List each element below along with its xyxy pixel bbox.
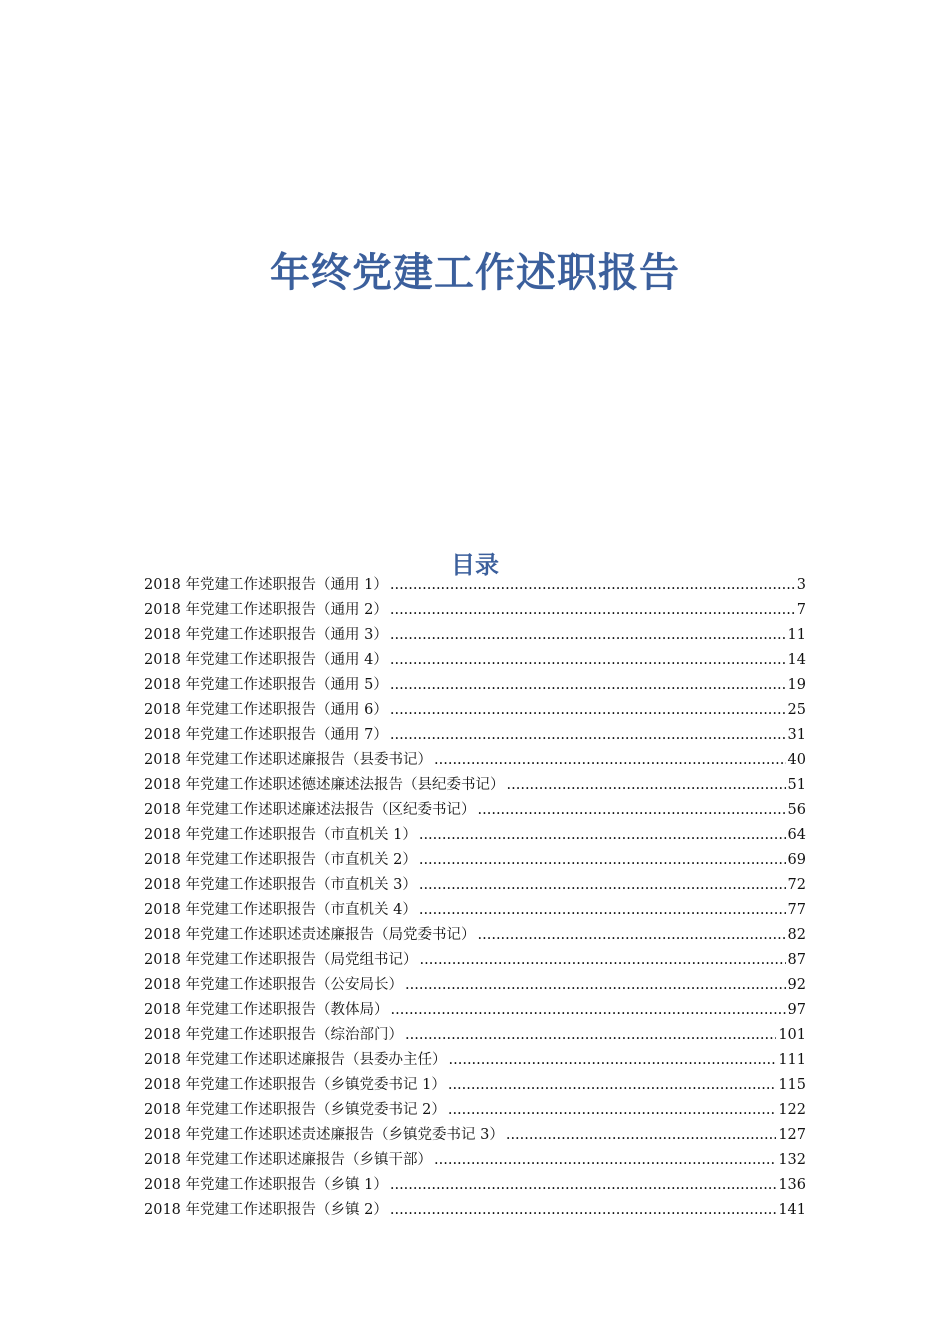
toc-entry[interactable] [144,973,806,998]
toc-entry-page: 40 [787,752,806,768]
toc-entry-title: 2018 年党建工作述职述责述廉报告（乡镇党委书记 3） [144,1127,504,1143]
toc-entry[interactable] [144,798,806,823]
toc-entry-page: 69 [787,852,806,868]
toc-dot-leader [390,723,786,748]
toc-entry[interactable] [144,1173,806,1198]
toc-dot-leader [478,798,786,823]
toc-entry[interactable] [144,1148,806,1173]
toc-entry-title: 2018 年党建工作述职报告（乡镇党委书记 1） [144,1077,446,1093]
toc-entry[interactable] [144,723,806,748]
toc-dot-leader [434,748,786,773]
toc-dot-leader [449,1048,777,1073]
toc-entry-page: 97 [787,1002,806,1018]
toc-entry-page: 82 [787,927,806,943]
toc-entry[interactable] [144,698,806,723]
toc-entry[interactable] [144,673,806,698]
toc-entry[interactable] [144,1198,806,1223]
toc-dot-leader [390,1173,776,1198]
toc-dot-leader [448,1098,776,1123]
toc-entry-title: 2018 年党建工作述职报告（通用 3） [144,627,388,643]
toc-dot-leader [478,923,786,948]
table-of-contents [144,573,806,1223]
toc-entry-page: 115 [778,1077,806,1093]
toc-entry-title: 2018 年党建工作述职述责述廉报告（局党委书记） [144,927,476,943]
document-title: 年终党建工作述职报告 [270,248,680,296]
toc-dot-leader [419,873,786,898]
toc-entry[interactable] [144,1048,806,1073]
toc-entry[interactable] [144,823,806,848]
toc-dot-leader [390,1198,776,1223]
toc-entry-page: 77 [787,902,806,918]
toc-entry-page: 51 [787,777,806,793]
toc-dot-leader [390,648,786,673]
toc-entry-title: 2018 年党建工作述职报告（市直机关 4） [144,902,417,918]
toc-entry-page: 72 [787,877,806,893]
toc-dot-leader [405,973,786,998]
toc-entry[interactable] [144,573,806,598]
toc-entry[interactable] [144,1123,806,1148]
toc-entry-page: 141 [778,1202,806,1218]
toc-entry[interactable] [144,848,806,873]
toc-dot-leader [434,1148,776,1173]
toc-dot-leader [391,998,786,1023]
toc-entry-page: 14 [787,652,806,668]
toc-entry-page: 31 [787,727,806,743]
toc-entry-title: 2018 年党建工作述职报告（乡镇 1） [144,1177,388,1193]
toc-entry-title: 2018 年党建工作述职报告（通用 2） [144,602,388,618]
toc-entry-title: 2018 年党建工作述职报告（公安局长） [144,977,404,993]
toc-entry-title: 2018 年党建工作述职述廉报告（县委书记） [144,752,433,768]
toc-entry-page: 101 [778,1027,806,1043]
toc-dot-leader [390,598,795,623]
toc-entry-page: 7 [796,602,806,618]
toc-entry-page: 127 [778,1127,806,1143]
toc-entry[interactable] [144,1023,806,1048]
toc-entry-title: 2018 年党建工作述职报告（通用 4） [144,652,388,668]
toc-entry-title: 2018 年党建工作述职述廉报告（县委办主任） [144,1052,447,1068]
toc-heading: 目录 [451,549,499,579]
toc-dot-leader [448,1073,776,1098]
toc-entry-page: 19 [787,677,806,693]
toc-entry-title: 2018 年党建工作述职报告（市直机关 3） [144,877,417,893]
toc-entry-title: 2018 年党建工作述职述德述廉述法报告（县纪委书记） [144,777,505,793]
toc-dot-leader [419,848,786,873]
toc-entry-page: 64 [787,827,806,843]
toc-entry-title: 2018 年党建工作述职报告（教体局） [144,1002,389,1018]
toc-entry[interactable] [144,1098,806,1123]
toc-dot-leader [405,1023,776,1048]
toc-entry-page: 111 [778,1052,806,1068]
toc-entry[interactable] [144,898,806,923]
toc-entry-title: 2018 年党建工作述职报告（乡镇党委书记 2） [144,1102,446,1118]
toc-entry[interactable] [144,748,806,773]
toc-dot-leader [506,1123,776,1148]
toc-entry[interactable] [144,948,806,973]
toc-entry-title: 2018 年党建工作述职述廉报告（乡镇干部） [144,1152,433,1168]
toc-entry-page: 132 [778,1152,806,1168]
toc-entry-title: 2018 年党建工作述职报告（综治部门） [144,1027,404,1043]
toc-dot-leader [419,898,786,923]
toc-entry-page: 87 [787,952,806,968]
toc-entry-title: 2018 年党建工作述职报告（市直机关 1） [144,827,417,843]
toc-entry-title: 2018 年党建工作述职述廉述法报告（区纪委书记） [144,802,476,818]
toc-entry-page: 136 [778,1177,806,1193]
toc-entry[interactable] [144,923,806,948]
toc-entry-title: 2018 年党建工作述职报告（通用 6） [144,702,388,718]
toc-entry-title: 2018 年党建工作述职报告（局党组书记） [144,952,418,968]
toc-entry-page: 25 [787,702,806,718]
toc-dot-leader [507,773,786,798]
toc-entry[interactable] [144,1073,806,1098]
toc-entry-title: 2018 年党建工作述职报告（通用 5） [144,677,388,693]
toc-entry[interactable] [144,623,806,648]
toc-entry-page: 122 [778,1102,806,1118]
toc-entry-title: 2018 年党建工作述职报告（通用 1） [144,577,388,593]
toc-entry-page: 92 [787,977,806,993]
toc-dot-leader [390,573,795,598]
toc-dot-leader [390,623,786,648]
toc-entry-page: 3 [796,577,806,593]
toc-entry-title: 2018 年党建工作述职报告（通用 7） [144,727,388,743]
toc-entry[interactable] [144,648,806,673]
toc-entry-title: 2018 年党建工作述职报告（乡镇 2） [144,1202,388,1218]
toc-entry[interactable] [144,873,806,898]
toc-entry-page: 11 [787,627,806,643]
toc-dot-leader [420,948,786,973]
toc-entry[interactable] [144,998,806,1023]
toc-entry[interactable] [144,773,806,798]
toc-entry-page: 56 [787,802,806,818]
toc-dot-leader [419,823,786,848]
toc-dot-leader [390,698,786,723]
toc-entry[interactable] [144,598,806,623]
toc-entry-title: 2018 年党建工作述职报告（市直机关 2） [144,852,417,868]
toc-dot-leader [390,673,786,698]
